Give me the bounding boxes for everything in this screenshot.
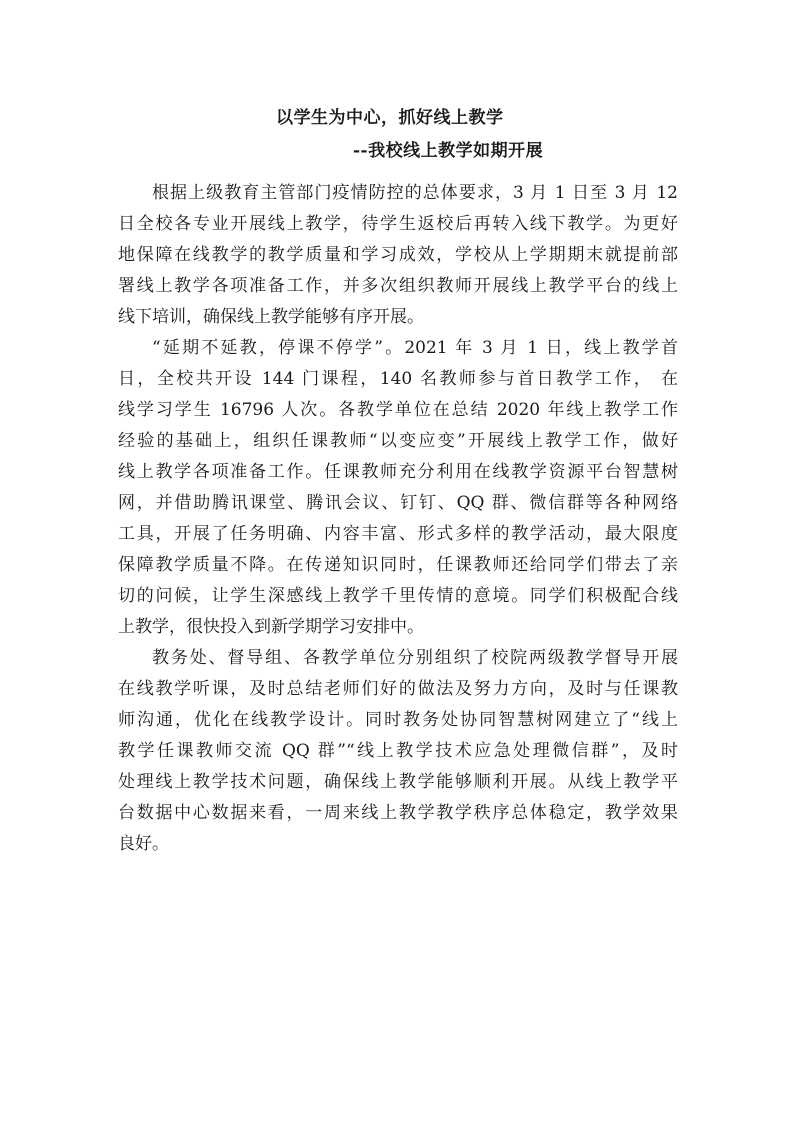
document-body xyxy=(118,178,678,860)
paragraph-line: 切的问候，让学生深感线上教学千里传情的意境。同学们积极配合线 xyxy=(118,586,678,606)
paragraph-line: 教学任课教师交流 QQ 群”“线上教学技术应急处理微信群”，及时 xyxy=(118,741,678,761)
paragraph-line: 在线教学听课，及时总结老师们好的做法及努力方向，及时与任课教 xyxy=(118,679,678,699)
paragraph-line: 经验的基础上，组织任课教师“以变应变”开展线上教学工作，做好 xyxy=(118,431,678,451)
paragraph-line: 师沟通，优化在线教学设计。同时教务处协同智慧树网建立了“线上 xyxy=(118,710,678,730)
paragraph-line: 线学习学生 16796 人次。各教学单位在总结 2020 年线上教学工作 xyxy=(118,400,678,420)
paragraph-line: 线上教学各项准备工作。任课教师充分利用在线教学资源平台智慧树 xyxy=(118,462,678,482)
paragraph-line: 网，并借助腾讯课堂、腾讯会议、钉钉、QQ 群、微信群等各种网络 xyxy=(118,493,678,513)
paragraph-line: 良好。 xyxy=(118,834,169,854)
paragraph-line: 教务处、督导组、各教学单位分别组织了校院两级教学督导开展 xyxy=(152,648,678,668)
paragraph-line: 上教学，很快投入到新学期学习安排中。 xyxy=(118,617,424,637)
paragraph-line: 日全校各专业开展线上教学，待学生返校后再转入线下教学。为更好 xyxy=(118,214,678,234)
document-subtitle: --我校线上教学如期开展 xyxy=(353,141,544,161)
paragraph-line: 工具，开展了任务明确、内容丰富、形式多样的教学活动，最大限度 xyxy=(118,524,678,544)
document-title: 以学生为中心，抓好线上教学 xyxy=(276,108,504,128)
paragraph-line: 日，全校共开设 144 门课程，140 名教师参与首日教学工作， 在 xyxy=(118,369,678,389)
paragraph-line: 线下培训，确保线上教学能够有序开展。 xyxy=(118,307,424,327)
paragraph-line: 根据上级教育主管部门疫情防控的总体要求，3 月 1 日至 3 月 12 xyxy=(152,183,678,203)
paragraph-line: 地保障在线教学的教学质量和学习成效，学校从上学期期末就提前部 xyxy=(118,245,678,265)
paragraph-line: “延期不延教，停课不停学”。2021 年 3 月 1 日，线上教学首 xyxy=(152,338,678,358)
paragraph-line: 署线上教学各项准备工作，并多次组织教师开展线上教学平台的线上 xyxy=(118,276,678,296)
paragraph-3 xyxy=(118,643,678,860)
paragraph-line: 处理线上教学技术问题，确保线上教学能够顺利开展。从线上教学平 xyxy=(118,772,678,792)
paragraph-1 xyxy=(118,178,678,333)
paragraph-line: 台数据中心数据来看，一周来线上教学教学秩序总体稳定，教学效果 xyxy=(118,803,678,823)
paragraph-2 xyxy=(118,333,678,643)
paragraph-line: 保障教学质量不降。在传递知识同时，任课教师还给同学们带去了亲 xyxy=(118,555,678,575)
